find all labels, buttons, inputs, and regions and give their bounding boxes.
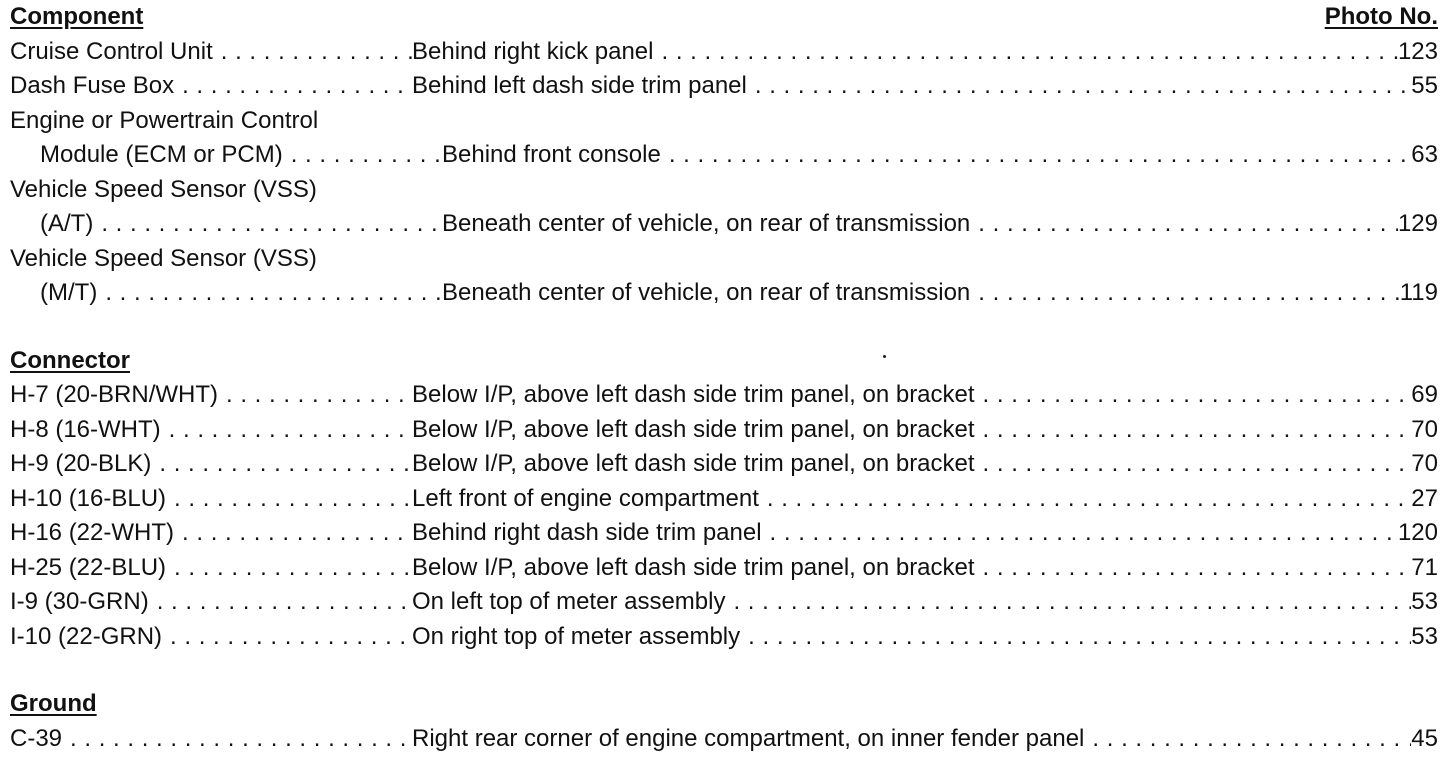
table-row	[10, 551, 1438, 586]
connector-location: Below I/P, above left dash side trim panel, on bracket	[412, 553, 975, 581]
component-name-line1: Vehicle Speed Sensor (VSS)	[10, 175, 317, 203]
connector-name: H-7 (20-BRN/WHT)	[10, 381, 218, 408]
connector-location: Below I/P, above left dash side trim panel, on bracket	[412, 381, 975, 408]
connector-name: I-10 (22-GRN)	[10, 622, 163, 650]
table-row	[10, 69, 1438, 104]
photo-number: 129	[1397, 210, 1438, 237]
component-location: Behind left dash side trim panel	[412, 72, 747, 99]
component-location: Behind front console	[442, 141, 661, 168]
table-row-continued	[10, 242, 1438, 277]
ground-name: C-39	[10, 724, 63, 752]
component-name: Module (ECM or PCM)	[40, 141, 283, 168]
table-row	[10, 482, 1438, 517]
photo-number: 71	[1411, 553, 1438, 581]
photo-number: 70	[1411, 450, 1438, 477]
photo-number: 55	[1411, 72, 1438, 99]
connector-location: On right top of meter assembly	[412, 622, 741, 650]
component-name-line1: Vehicle Speed Sensor (VSS)	[10, 244, 317, 272]
connector-name: I-9 (30-GRN)	[10, 588, 149, 615]
connector-location: Below I/P, above left dash side trim panel, on bracket	[412, 415, 975, 443]
connector-name: H-10 (16-BLU)	[10, 484, 167, 512]
table-row	[10, 276, 1438, 311]
table-row	[10, 516, 1438, 551]
photo-number: 27	[1411, 484, 1438, 512]
table-header	[10, 0, 1438, 35]
table-row	[10, 585, 1438, 620]
photo-no-header: Photo No.	[1324, 3, 1438, 30]
photo-number: 119	[1399, 279, 1438, 306]
photo-number: 63	[1411, 141, 1438, 168]
connector-location: Left front of engine compartment	[412, 484, 759, 512]
photo-number: 53	[1411, 622, 1438, 650]
component-name: Dash Fuse Box	[10, 72, 175, 99]
connector-section-title: Connector	[10, 346, 130, 374]
connector-location: Behind right dash side trim panel	[412, 519, 762, 546]
connector-location: Below I/P, above left dash side trim panel, on bracket	[412, 450, 975, 477]
component-name: (M/T)	[40, 279, 98, 306]
table-row	[10, 447, 1438, 482]
table-row	[10, 413, 1438, 448]
table-row-continued	[10, 173, 1438, 208]
table-row	[10, 207, 1438, 242]
connector-location: On left top of meter assembly	[412, 588, 726, 615]
component-location: Behind right kick panel	[412, 37, 654, 65]
photo-number: 53	[1411, 588, 1438, 615]
component-location-table	[10, 0, 1438, 756]
photo-number: 70	[1411, 415, 1438, 443]
component-name: (A/T)	[40, 210, 94, 237]
table-row	[10, 620, 1438, 655]
component-name: Cruise Control Unit	[10, 37, 213, 65]
component-name-line1: Engine or Powertrain Control	[10, 106, 319, 134]
connector-name: H-16 (22-WHT)	[10, 519, 175, 546]
connector-name: H-25 (22-BLU)	[10, 553, 167, 581]
table-row	[10, 138, 1438, 173]
photo-number: 120	[1397, 519, 1438, 546]
table-row	[10, 35, 1438, 70]
stray-dot	[883, 355, 886, 358]
photo-number: 123	[1397, 37, 1438, 65]
connector-name: H-9 (20-BLK)	[10, 450, 152, 477]
connector-name: H-8 (16-WHT)	[10, 415, 161, 443]
photo-number: 69	[1411, 381, 1438, 408]
ground-section-title: Ground	[10, 690, 97, 717]
table-row	[10, 378, 1438, 413]
component-location: Beneath center of vehicle, on rear of transmission	[442, 210, 971, 237]
ground-location: Right rear corner of engine compartment, on inner fender panel	[412, 724, 1085, 752]
photo-number: 45	[1411, 724, 1438, 752]
component-location: Beneath center of vehicle, on rear of transmission	[442, 279, 971, 306]
table-row-continued	[10, 104, 1438, 139]
table-row	[10, 722, 1438, 757]
component-header: Component	[10, 3, 144, 30]
